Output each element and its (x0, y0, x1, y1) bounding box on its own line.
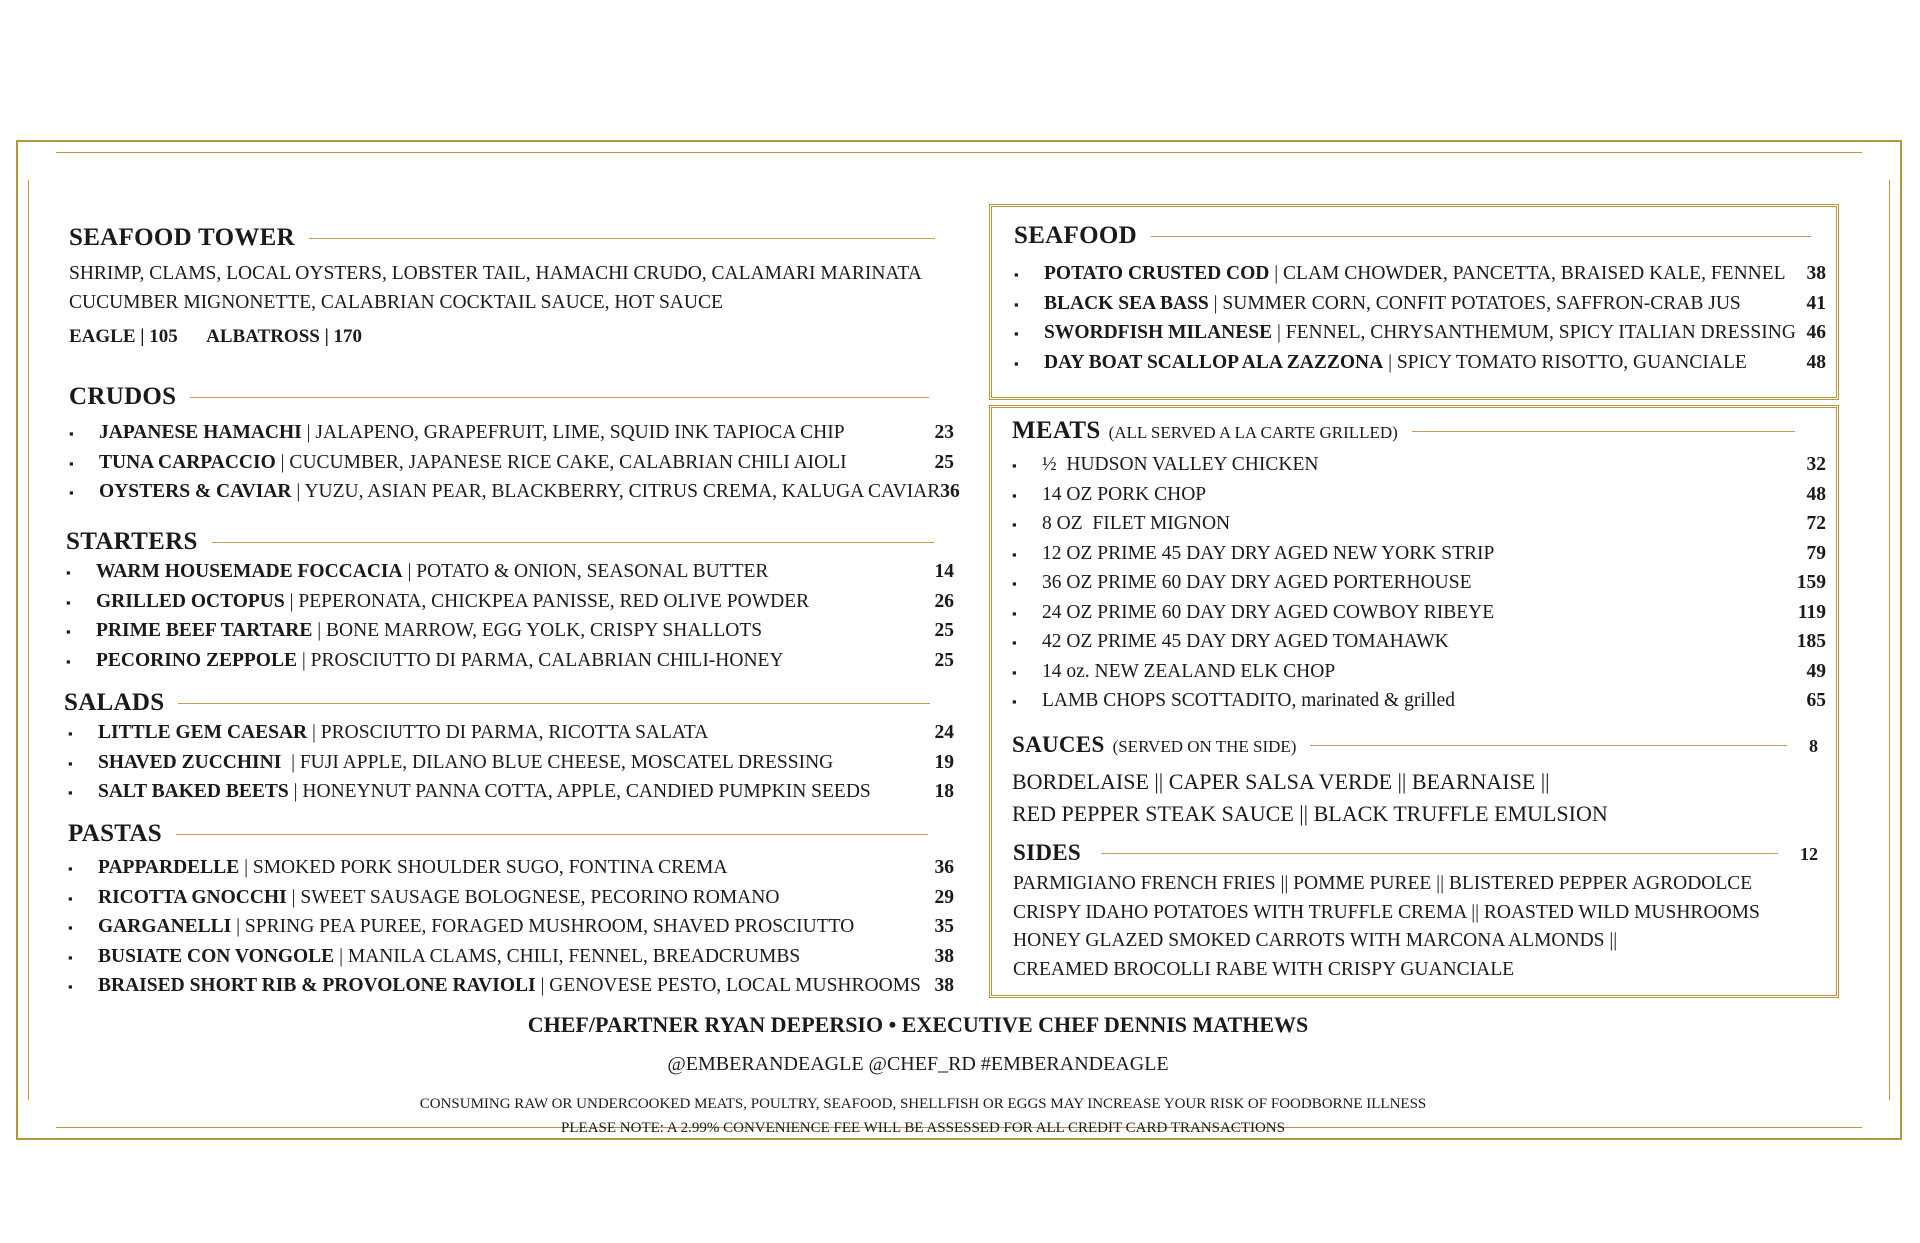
bullet-icon: ▪ (69, 426, 74, 441)
menu-item-text (1042, 481, 1786, 510)
menu-item-text (1044, 260, 1786, 289)
bullet-icon: ▪ (68, 755, 73, 771)
menu-item (68, 749, 954, 779)
menu-item-text (96, 617, 914, 646)
menu-item-text (98, 943, 914, 972)
sides-list: CRISPY IDAHO POTATOES WITH TRUFFLE CREMA || ROASTED WILD MUSHROOMS (1013, 901, 1760, 923)
chef-credits: CHEF/PARTNER RYAN DEPERSIO • EXECUTIVE CHEF DENNIS MATHEWS (527, 1012, 1309, 1037)
item-description: | POTATO & ONION, SEASONAL BUTTER (402, 561, 769, 582)
item-price: 18 (934, 781, 954, 802)
bullet-icon: ▪ (1012, 664, 1017, 680)
item-price: 79 (1806, 542, 1826, 564)
sides-list: HONEY GLAZED SMOKED CARROTS WITH MARCONA ALMONDS || (1013, 930, 1618, 951)
divider (178, 703, 930, 704)
description: SHRIMP, CLAMS, LOCAL OYSTERS, LOBSTER TAIL, HAMACHI CRUDO, CALAMARI MARINATA (69, 263, 922, 284)
item-price: 49 (1806, 660, 1826, 682)
menu-item (69, 449, 954, 479)
item-description: | PROSCIUTTO DI PARMA, RICOTTA SALATA (307, 722, 709, 743)
item-description: | SUMMER CORN, CONFIT POTATOES, SAFFRON-CRAB JUS (1208, 292, 1741, 314)
divider (176, 834, 928, 835)
menu-item-text (98, 719, 914, 748)
bullet-icon: ▪ (66, 624, 71, 639)
bullet-icon: ▪ (68, 785, 73, 800)
menu-item (66, 558, 954, 588)
pastas-section (68, 820, 954, 1002)
item-price: 38 (934, 945, 954, 967)
item-name: OYSTERS & CAVIAR (99, 481, 292, 502)
item-price: 36 (934, 857, 954, 878)
menu-item-text (98, 972, 921, 1001)
item-price: 159 (1796, 572, 1826, 593)
bullet-icon: ▪ (66, 565, 71, 580)
menu-item-text (1042, 540, 1786, 569)
section-price: 12 (1800, 844, 1818, 864)
menu-item (1012, 628, 1826, 658)
menu-item-text (96, 558, 914, 587)
item-price: 46 (1806, 322, 1826, 343)
section-title: PASTAS (68, 820, 162, 847)
menu-item-text (96, 588, 914, 617)
menu-item (66, 617, 954, 647)
item-description: | MANILA CLAMS, CHILI, FENNEL, BREADCRUMBS (334, 945, 801, 967)
corner-ornament (16, 140, 56, 180)
bullet-icon: ▪ (66, 594, 71, 610)
item-price: 185 (1796, 631, 1826, 652)
item-name: POTATO CRUSTED COD (1044, 263, 1270, 284)
menu-item (68, 854, 954, 884)
bullet-icon: ▪ (1012, 635, 1017, 650)
bullet-icon: ▪ (66, 653, 71, 669)
item-name: SHAVED ZUCCHINI (98, 751, 282, 773)
salads-section (64, 689, 954, 808)
menu-item (69, 419, 954, 449)
menu-item (66, 647, 954, 677)
sides-section (1013, 840, 1826, 984)
menu-item-text (99, 478, 940, 507)
menu-item (69, 478, 960, 508)
item-description: | HONEYNUT PANNA COTTA, APPLE, CANDIED PUMPKIN SEEDS (288, 781, 871, 802)
item-description: | JALAPENO, GRAPEFRUIT, LIME, SQUID INK TAPIOCA CHIP (301, 422, 845, 443)
item-name: PECORINO ZEPPOLE (96, 649, 297, 671)
item-name: SWORDFISH MILANESE (1044, 322, 1273, 343)
bullet-icon: ▪ (1012, 576, 1017, 591)
starters-section (66, 528, 954, 676)
item-price: 38 (934, 975, 954, 996)
bullet-icon: ▪ (68, 861, 73, 876)
item-description: | BONE MARROW, EGG YOLK, CRISPY SHALLOTS (312, 620, 763, 641)
bullet-icon: ▪ (1012, 487, 1017, 503)
sauce-list: BORDELAISE || CAPER SALSA VERDE || BEARNAISE || (1012, 769, 1550, 794)
item-price: 65 (1806, 690, 1826, 711)
item-name: WARM HOUSEMADE FOCCACIA (96, 561, 403, 582)
bullet-icon: ▪ (69, 485, 74, 500)
bullet-icon: ▪ (68, 979, 73, 994)
sauces-section (1012, 732, 1826, 830)
section-title: CRUDOS (69, 383, 177, 410)
menu-item (68, 719, 954, 749)
menu-item-text (98, 778, 914, 807)
menu-item-text (98, 854, 914, 883)
section-title: SIDES (1013, 840, 1081, 865)
sides-list: CREAMED BROCOLLI RABE WITH CRISPY GUANCIALE (1013, 958, 1515, 980)
menu-item-text (98, 884, 914, 913)
section-title: STARTERS (66, 528, 198, 555)
bullet-icon: ▪ (1014, 355, 1019, 371)
item-price: 48 (1806, 351, 1826, 373)
item-description: | SPICY TOMATO RISOTTO, GUANCIALE (1383, 351, 1747, 373)
menu-item (1012, 540, 1826, 570)
item-name: LITTLE GEM CAESAR (98, 722, 308, 743)
divider (1151, 236, 1811, 237)
bullet-icon: ▪ (1014, 267, 1019, 282)
sides-list: PARMIGIANO FRENCH FRIES || POMME PUREE || BLISTERED PEPPER AGRODOLCE (1013, 873, 1753, 894)
bullet-icon: ▪ (1012, 517, 1017, 532)
bullet-icon: ▪ (1012, 605, 1017, 621)
menu-item (1014, 290, 1826, 320)
menu-item (66, 588, 954, 618)
bullet-icon: ▪ (1012, 694, 1017, 709)
item-description: LAMB CHOPS SCOTTADITO, marinated & grilled (1042, 690, 1455, 711)
divider (1412, 431, 1795, 432)
item-description: | PROSCIUTTO DI PARMA, CALABRIAN CHILI-HONEY (296, 649, 784, 671)
item-name: BUSIATE CON VONGOLE (98, 945, 335, 967)
menu-item-text (1044, 290, 1786, 319)
item-price: 25 (934, 451, 954, 473)
section-title: SEAFOOD (1014, 222, 1137, 249)
divider (1101, 853, 1778, 854)
section-title: SALADS (64, 689, 165, 716)
fee-notice: PLEASE NOTE: A 2.99% CONVENIENCE FEE WILL BE ASSESSED FOR ALL CREDIT CARD TRANSACTIONS (561, 1120, 1285, 1136)
menu-item-text (1042, 687, 1786, 716)
menu-item (1014, 260, 1826, 290)
item-name: DAY BOAT SCALLOP ALA ZAZZONA (1044, 351, 1384, 373)
section-subtitle: (SERVED ON THE SIDE) (1112, 737, 1297, 756)
item-price: 26 (934, 590, 954, 612)
menu-item (1012, 510, 1826, 540)
menu-item (68, 913, 954, 943)
divider (309, 238, 935, 239)
menu-item (1012, 481, 1826, 511)
item-price: 25 (934, 649, 954, 671)
menu-item-text (99, 419, 914, 448)
item-price: 48 (1806, 483, 1826, 505)
menu-item-text (1042, 451, 1786, 480)
menu-item-text (1042, 599, 1786, 628)
item-price: 38 (1806, 263, 1826, 284)
menu-item (1012, 687, 1826, 717)
menu-item-text (96, 647, 914, 676)
item-name: GRILLED OCTOPUS (96, 590, 285, 612)
item-description: | SWEET SAUSAGE BOLOGNESE, PECORINO ROMANO (286, 886, 780, 908)
menu-item (68, 778, 954, 808)
seafood-section (1014, 222, 1826, 378)
item-price: 23 (934, 422, 954, 443)
item-description: 36 OZ PRIME 60 DAY DRY AGED PORTERHOUSE (1042, 572, 1472, 593)
item-price: 14 (934, 561, 954, 582)
item-price: 32 (1806, 454, 1826, 475)
menu-item (1012, 451, 1826, 481)
bullet-icon: ▪ (1012, 546, 1017, 562)
item-name: BLACK SEA BASS (1044, 292, 1209, 314)
meats-section (1012, 417, 1826, 717)
section-subtitle: (ALL SERVED A LA CARTE GRILLED) (1108, 423, 1398, 442)
divider (190, 397, 929, 398)
item-description: 24 OZ PRIME 60 DAY DRY AGED COWBOY RIBEYE (1042, 601, 1495, 623)
menu-item (68, 884, 954, 914)
item-price: 35 (934, 916, 954, 937)
crudos-section (69, 383, 960, 508)
menu-item-text (1044, 349, 1786, 378)
item-price: 19 (934, 751, 954, 773)
social-handles: @EMBERANDEAGLE @CHEF_RD #EMBERANDEAGLE (667, 1053, 1169, 1075)
menu-item (1014, 319, 1826, 349)
menu-item-text (99, 449, 914, 478)
item-description: | GENOVESE PESTO, LOCAL MUSHROOMS (535, 975, 921, 996)
bullet-icon: ▪ (68, 890, 73, 906)
menu-item-text (98, 913, 914, 942)
item-description: 42 OZ PRIME 45 DAY DRY AGED TOMAHAWK (1042, 631, 1449, 652)
item-name: JAPANESE HAMACHI (99, 422, 302, 443)
menu-item (1012, 599, 1826, 629)
bullet-icon: ▪ (1012, 458, 1017, 473)
corner-ornament (1862, 140, 1902, 180)
bullet-icon: ▪ (1014, 326, 1019, 341)
item-price: 25 (934, 620, 954, 641)
menu-item (1012, 658, 1826, 688)
menu-item-text (1042, 510, 1786, 539)
item-description: | YUZU, ASIAN PEAR, BLACKBERRY, CITRUS CREMA, KALUGA CAVIAR (291, 481, 941, 502)
menu-item (68, 943, 954, 973)
item-name: RICOTTA GNOCCHI (98, 886, 287, 908)
section-title: SEAFOOD TOWER (69, 224, 295, 251)
item-price: 119 (1797, 601, 1826, 623)
menu-item-text (1044, 319, 1796, 348)
item-price: 41 (1806, 292, 1826, 314)
item-description: | FUJI APPLE, DILANO BLUE CHEESE, MOSCATEL DRESSING (281, 751, 834, 773)
item-description: ½ HUDSON VALLEY CHICKEN (1042, 454, 1319, 475)
section-title: MEATS (1012, 417, 1101, 444)
item-description: | CUCUMBER, JAPANESE RICE CAKE, CALABRIAN CHILI AIOLI (275, 451, 847, 473)
section-price: 8 (1809, 736, 1818, 756)
bullet-icon: ▪ (69, 455, 74, 471)
bullet-icon: ▪ (68, 920, 73, 935)
item-description: | SMOKED PORK SHOULDER SUGO, FONTINA CREMA (239, 857, 728, 878)
menu-item-text (1042, 658, 1786, 687)
tower-size-price: EAGLE | 105 (69, 326, 178, 347)
item-description: 14 OZ PORK CHOP (1042, 483, 1207, 505)
item-description: 14 oz. NEW ZEALAND ELK CHOP (1042, 660, 1336, 682)
item-price: 29 (934, 886, 954, 908)
bullet-icon: ▪ (68, 949, 73, 965)
item-name: SALT BAKED BEETS (98, 781, 289, 802)
item-name: GARGANELLI (98, 916, 232, 937)
item-name: BRAISED SHORT RIB & PROVOLONE RAVIOLI (98, 975, 536, 996)
menu-item-text (1042, 569, 1786, 598)
divider (1310, 745, 1787, 746)
menu-item (68, 972, 954, 1002)
section-title: SAUCES (1012, 732, 1105, 757)
item-price: 36 (940, 481, 960, 502)
menu-item-text (98, 749, 914, 778)
item-name: PRIME BEEF TARTARE (96, 620, 313, 641)
divider (212, 542, 934, 543)
item-description: | SPRING PEA PUREE, FORAGED MUSHROOM, SHAVED PROSCIUTTO (231, 916, 855, 937)
item-description: 12 OZ PRIME 45 DAY DRY AGED NEW YORK STRIP (1042, 542, 1495, 564)
item-description: | FENNEL, CHRYSANTHEMUM, SPICY ITALIAN DRESSING (1272, 322, 1796, 343)
menu-item-text (1042, 628, 1786, 657)
description: CUCUMBER MIGNONETTE, CALABRIAN COCKTAIL SAUCE, HOT SAUCE (69, 291, 723, 313)
item-description: 8 OZ FILET MIGNON (1042, 513, 1231, 534)
menu-item (1014, 349, 1826, 379)
item-price: 24 (934, 722, 954, 743)
bullet-icon: ▪ (1014, 296, 1019, 312)
health-warning: CONSUMING RAW OR UNDERCOOKED MEATS, POULTRY, SEAFOOD, SHELLFISH OR EGGS MAY INCREASE YOUR RISK OF FOODBORNE ILLNESS (419, 1096, 1427, 1112)
sauce-list: RED PEPPER STEAK SAUCE || BLACK TRUFFLE EMULSION (1012, 801, 1608, 826)
bullet-icon: ▪ (68, 726, 73, 741)
item-description: | CLAM CHOWDER, PANCETTA, BRAISED KALE, FENNEL (1269, 263, 1786, 284)
item-description: | PEPERONATA, CHICKPEA PANISSE, RED OLIVE POWDER (284, 590, 810, 612)
menu-item (1012, 569, 1826, 599)
item-name: PAPPARDELLE (98, 857, 240, 878)
seafood-tower-section (69, 224, 935, 352)
tower-size-price: ALBATROSS | 170 (206, 326, 363, 347)
item-name: TUNA CARPACCIO (99, 451, 276, 473)
item-price: 72 (1806, 513, 1826, 534)
